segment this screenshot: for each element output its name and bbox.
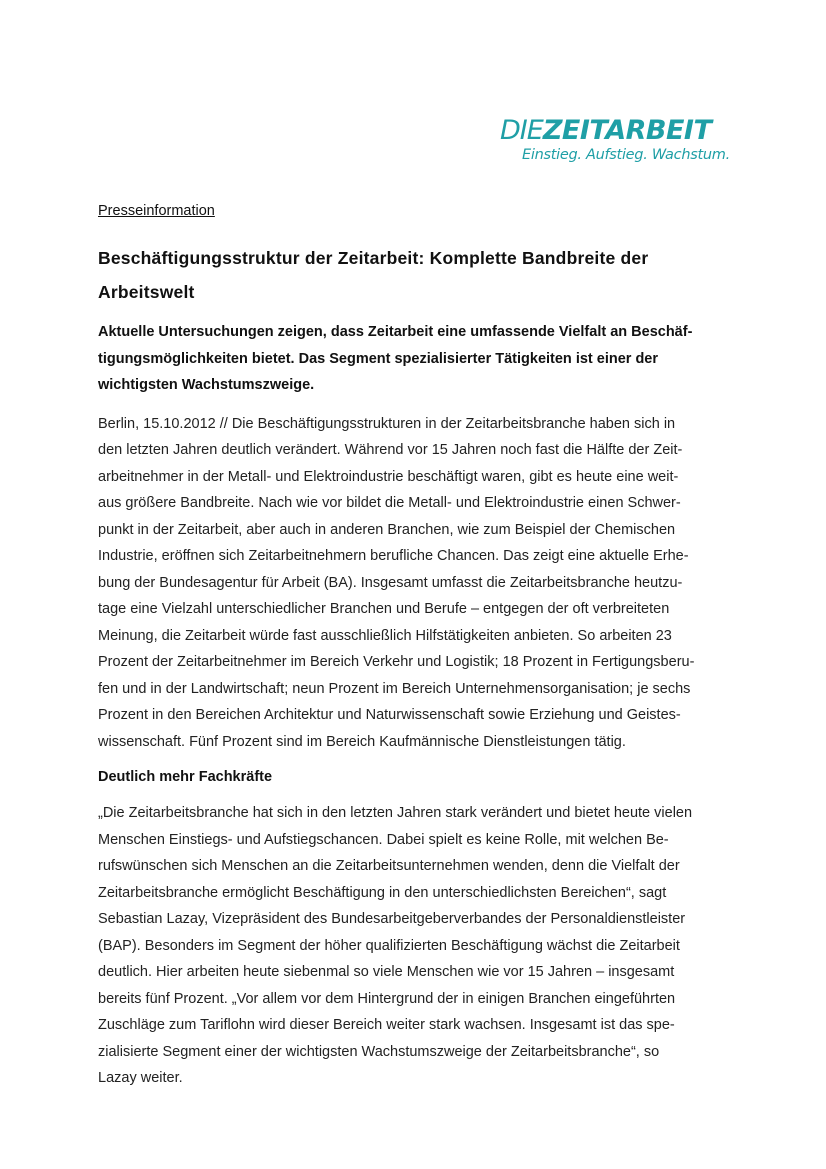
logo-prefix: DIE xyxy=(500,115,543,146)
body-line: den letzten Jahren deutlich verändert. Während vor 15 Jahren noch fast die Hälfte der Zeit- xyxy=(98,442,683,458)
body-line: Sebastian Lazay, Vizepräsident des Bundesarbeitgeberverbandes der Personaldienstleister xyxy=(98,911,686,927)
logo-name: ZEITARBEIT xyxy=(542,115,712,146)
body-line: „Die Zeitarbeitsbranche hat sich in den letzten Jahren stark verändert und bietet heute vielen xyxy=(98,805,693,821)
lead-paragraph xyxy=(98,319,738,399)
brand-logo xyxy=(500,116,740,163)
logo-tagline: Einstieg. Aufstieg. Wachstum. xyxy=(522,147,730,163)
title-line: Arbeitswelt xyxy=(98,282,195,302)
body-line: Prozent der Zeitarbeitnehmer im Bereich Verkehr und Logistik; 18 Prozent in Fertigungsberu- xyxy=(98,654,695,670)
section-heading: Deutlich mehr Fachkräfte xyxy=(98,769,273,785)
logo-wordmark xyxy=(500,116,740,146)
body-line: bereits fünf Prozent. „Vor allem vor dem Hintergrund der in einigen Branchen eingeführten xyxy=(98,990,676,1007)
body-line: Zuschläge zum Tariflohn wird dieser Bereich weiter stark wachsen. Insgesamt ist das spe- xyxy=(98,1017,675,1033)
body-line: arbeitnehmer in der Metall- und Elektroindustrie beschäftigt waren, gibt es heute eine weit- xyxy=(98,468,679,485)
body-line: Berlin, 15.10.2012 // Die Beschäftigungsstrukturen in der Zeitarbeitsbranche haben sich in xyxy=(98,415,676,432)
lead-line: tigungsmöglichkeiten bietet. Das Segment spezialisierter Tätigkeiten ist einer der xyxy=(98,350,659,367)
body-line: deutlich. Hier arbeiten heute siebenmal so viele Menschen wie vor 15 Jahren – insgesamt xyxy=(98,964,675,980)
press-release xyxy=(98,203,738,1092)
body-paragraph-2 xyxy=(98,800,738,1092)
document-label: Presseinformation xyxy=(98,203,215,219)
title-line: Beschäftigungsstruktur der Zeitarbeit: Komplette Bandbreite der xyxy=(98,248,649,268)
body-line: aus größere Bandbreite. Nach wie vor bildet die Metall- und Elektroindustrie einen Schwer- xyxy=(98,495,681,511)
body-line: rufswünschen sich Menschen an die Zeitarbeitsunternehmen wenden, denn die Vielfalt der xyxy=(98,858,680,874)
body-line: Prozent in den Bereichen Architektur und Naturwissenschaft sowie Erziehung und Geistes- xyxy=(98,707,681,723)
body-paragraph-1 xyxy=(98,411,738,756)
body-line: zialisierte Segment einer der wichtigsten Wachstumszweige der Zeitarbeitsbranche“, so xyxy=(98,1043,660,1060)
lead-line: Aktuelle Untersuchungen zeigen, dass Zeitarbeit eine umfassende Vielfalt an Beschäf- xyxy=(98,324,693,340)
body-line: Zeitarbeitsbranche ermöglicht Beschäftigung in den unterschiedlichsten Bereichen“, sagt xyxy=(98,884,667,901)
body-line: Meinung, die Zeitarbeit würde fast ausschließlich Hilfstätigkeiten anbieten. So arbeiten 23 xyxy=(98,627,672,644)
body-line: fen und in der Landwirtschaft; neun Prozent im Bereich Unternehmensorganisation; je sechs xyxy=(98,680,691,697)
body-line: Lazay weiter. xyxy=(98,1070,183,1086)
body-line: tage eine Vielzahl unterschiedlicher Branchen und Berufe – entgegen der oft verbreiteten xyxy=(98,601,670,617)
document-title xyxy=(98,241,738,309)
body-line: Industrie, eröffnen sich Zeitarbeitnehmern berufliche Chancen. Das zeigt eine aktuelle Erhe- xyxy=(98,548,689,564)
body-line: Menschen Einstiegs- und Aufstiegschancen. Dabei spielt es keine Rolle, mit welchen Be- xyxy=(98,831,669,848)
body-line: punkt in der Zeitarbeit, aber auch in anderen Branchen, wie zum Beispiel der Chemischen xyxy=(98,521,676,538)
body-line: wissenschaft. Fünf Prozent sind im Bereich Kaufmännische Dienstleistungen tätig. xyxy=(98,733,626,750)
lead-line: wichtigsten Wachstumszweige. xyxy=(98,377,315,393)
body-line: bung der Bundesagentur für Arbeit (BA). Insgesamt umfasst die Zeitarbeitsbranche heutzu- xyxy=(98,574,683,591)
body-line: (BAP). Besonders im Segment der höher qualifizierten Beschäftigung wächst die Zeitarbeit xyxy=(98,937,680,954)
